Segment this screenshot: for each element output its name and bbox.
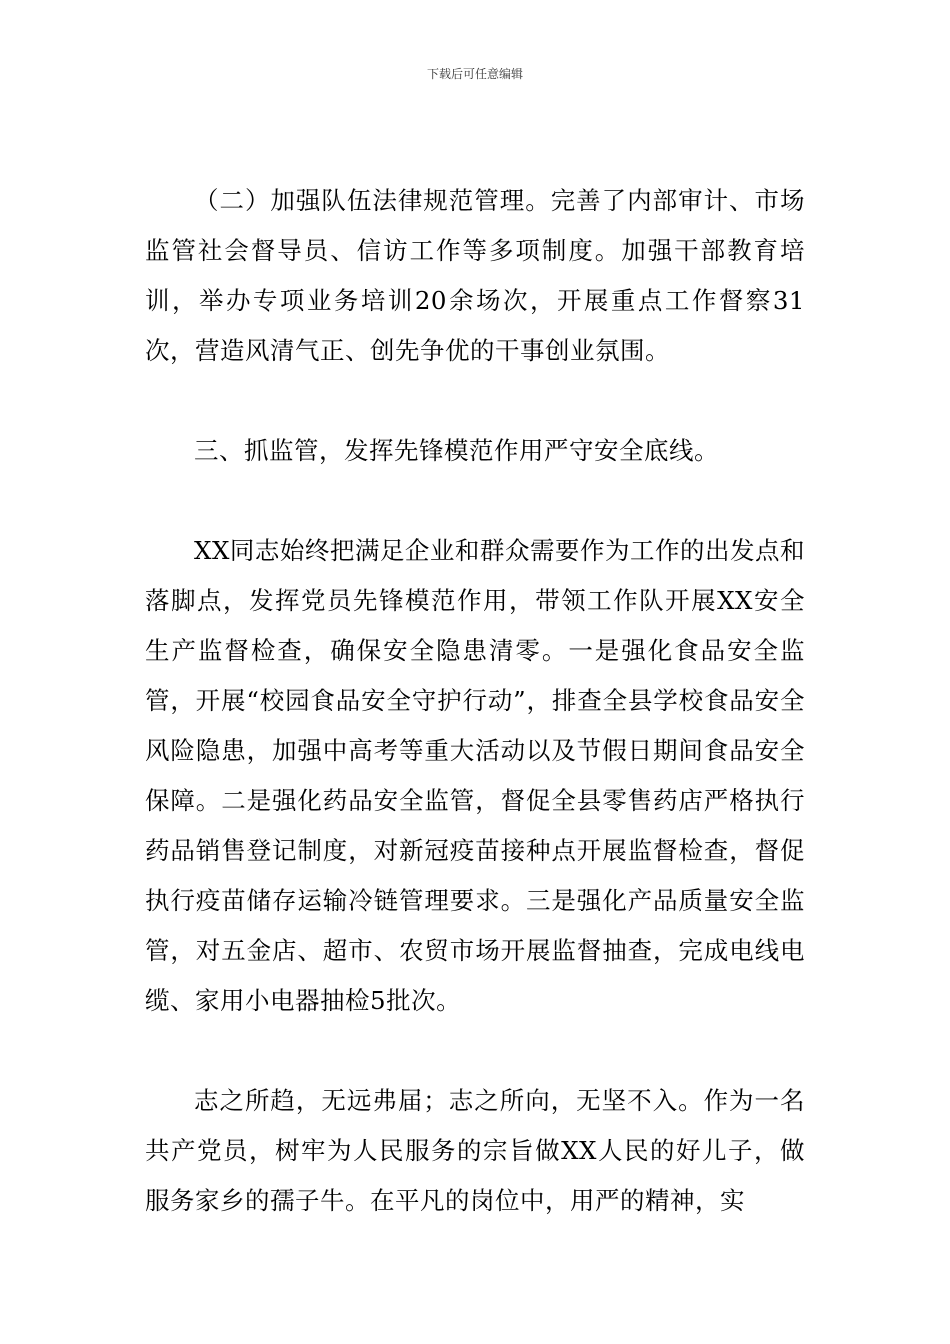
page-header: 下载后可任意编辑 bbox=[426, 67, 523, 81]
paragraph-conclusion: 志之所趋，无远弗届；志之所向，无坚不入。作为一名共产党员，树牢为人民服务的宗旨做XX人民的好儿子，做服务家乡的孺子牛。在平凡的岗位中，用严的精神，实 bbox=[145, 1086, 805, 1215]
paragraph-safety-supervision: XX同志始终把满足企业和群众需要作为工作的出发点和落脚点，发挥党员先锋模范作用，带领工作队开展XX安全生产监督检查，确保安全隐患清零。一是强化食品安全监管，开展“校园食品安全守护行动”，排查全县学校食品安全风险隐患，加强中高考等重大活动以及节假日期间食品安全保障。二是强化药品安全监管，督促全县零售药店严格执行药品销售登记制度，对新冠疫苗接种点开展监督检查，督促执行疫苗储存运输冷链管理要求。三是强化产品质量安全监管，对五金店、超市、农贸市场开展监督抽查，完成电线电缆、家用小电器抽检5批次。 bbox=[145, 536, 805, 1015]
paragraph-team-management: （二）加强队伍法律规范管理。完善了内部审计、市场监管社会督导员、信访工作等多项制度。加强干部教育培训，举办专项业务培训20余场次，开展重点工作督察31次，营造风清气正、创先争优的干事创业氛围。 bbox=[145, 186, 805, 365]
document-body bbox=[145, 176, 805, 1226]
section-heading-supervision: 三、抓监管，发挥先锋模范作用严守安全底线。 bbox=[194, 436, 719, 465]
